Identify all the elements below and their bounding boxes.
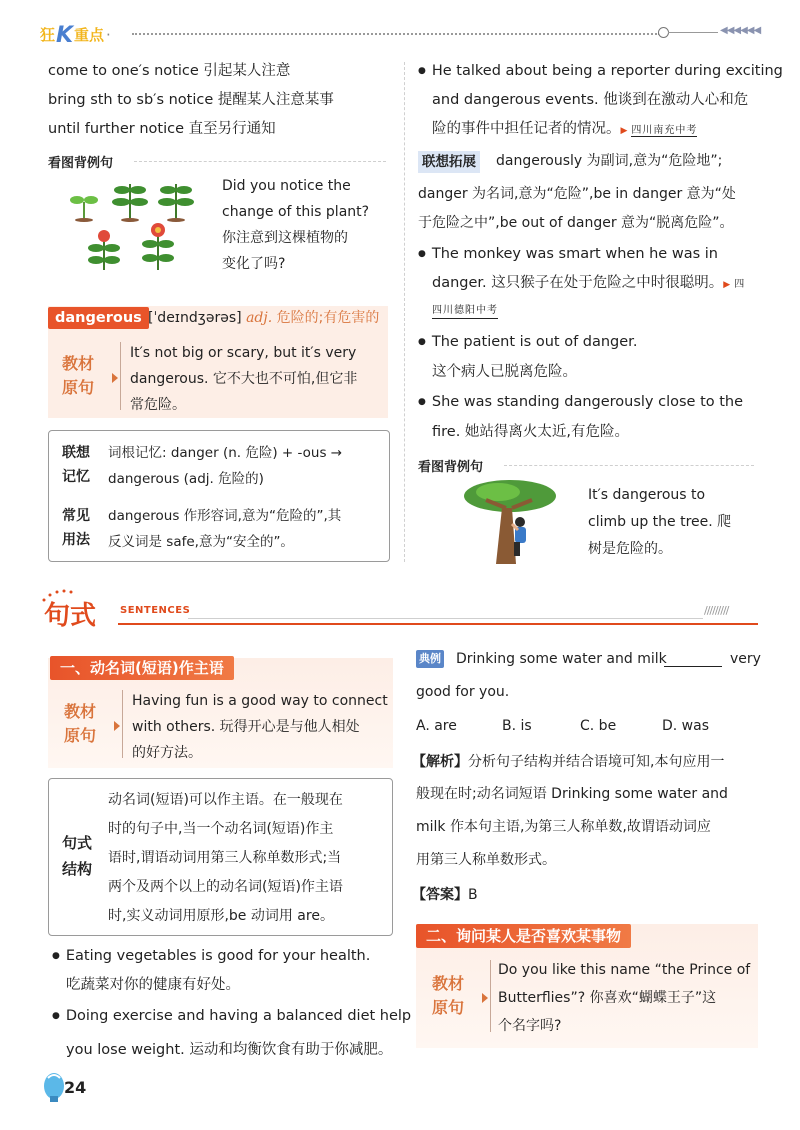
divider xyxy=(188,618,703,619)
pattern2-sentence-3: 个名字吗? xyxy=(498,1018,562,1034)
pattern2-sentence-1: Do you like this name “the Prince of xyxy=(498,962,751,978)
exercise-analysis-1: 【解析】分析句子结构并结合语境可知,本句应用一 xyxy=(412,754,725,770)
textbook-sentence-3: 常危险。 xyxy=(130,397,186,413)
exercise-question-2: very xyxy=(730,651,761,667)
pattern1-heading: 一、动名词(短语)作主语 xyxy=(50,656,234,680)
header-arrows-icon: ◀◀◀◀◀◀ xyxy=(720,25,761,36)
example-fire-2: fire. 她站得离火太近,有危险。 xyxy=(432,424,630,440)
picture-example-label-right: 看图背例句 xyxy=(418,460,484,475)
picture-sentence-right-en-1: It′s dangerous to xyxy=(588,487,706,503)
pattern1-structure-3: 语时,谓语动词用第三人称单数形式;当 xyxy=(108,850,342,866)
exercise-analysis-4: 用第三人称单数形式。 xyxy=(416,852,556,868)
sentences-slashes: ///////// xyxy=(704,604,729,617)
divider xyxy=(490,960,491,1032)
sentences-title: 句式 xyxy=(44,601,97,631)
svg-text:重点: 重点 xyxy=(74,26,105,44)
textbook-sentence-tag: 教材 原句 xyxy=(62,354,95,397)
pattern1-structure-1: 动名词(短语)可以作主语。在一般现在 xyxy=(108,792,343,808)
pattern1-sentence-3: 的好方法。 xyxy=(132,745,202,761)
pattern1-structure-2: 时的句子中,当一个动名词(短语)作主 xyxy=(108,821,334,837)
textbook-sentence-1: It′s not big or scary, but it′s very xyxy=(130,345,357,361)
sentences-subtitle: SENTENCES xyxy=(120,605,191,616)
header-rule xyxy=(668,32,718,33)
column-divider xyxy=(404,62,405,562)
pattern1-structure-5: 时,实义动词用原形,be 动词用 are。 xyxy=(108,908,334,924)
picture-sentence-en-1: Did you notice the xyxy=(222,178,351,194)
pattern1-example1-en: ● Eating vegetables is good for your health. xyxy=(52,942,370,973)
pattern1-example2-zh: you lose weight. 运动和均衡饮食有助于你减肥。 xyxy=(66,1042,393,1058)
example-patient-1: ● The patient is out of danger. xyxy=(418,328,637,359)
picture-sentence-zh-2: 变化了吗? xyxy=(222,256,286,272)
exercise-analysis-2: 般现在时;动名词短语 Drinking some water and xyxy=(416,786,728,802)
exercise-tag: 典例 xyxy=(416,650,444,668)
divider xyxy=(120,342,121,410)
exercise-analysis-3: milk 作本句主语,为第三人称单数,故谓语动词应 xyxy=(416,819,711,835)
pattern2-heading: 二、询问某人是否喜欢某事物 xyxy=(416,924,631,948)
picture-sentence-right-zh: 树是危险的。 xyxy=(588,541,672,557)
divider xyxy=(504,465,754,466)
example-patient-2: 这个病人已脱离危险。 xyxy=(432,364,577,380)
example-monkey-2: danger. 这只猴子在处于危险之中时很聪明。▶ 四 xyxy=(432,275,746,291)
svg-text:K: K xyxy=(56,23,74,44)
arrow-icon xyxy=(114,721,120,731)
pattern1-structure-4: 两个及两个以上的动名词(短语)作主语 xyxy=(108,879,343,895)
example-fire-1: ● She was standing dangerously close to the xyxy=(418,388,743,419)
exercise-option-c: C. be xyxy=(580,718,617,734)
exercise-question-3: good for you. xyxy=(416,684,510,700)
usage-label: 常见 用法 xyxy=(62,508,90,548)
pattern2-textbook-tag: 教材 原句 xyxy=(432,974,465,1017)
pattern1-structure-label: 句式 结构 xyxy=(62,834,93,878)
word-badge-dangerous: dangerous xyxy=(48,307,149,329)
pattern1-sentence-2: with others. 玩得开心是与他人相处 xyxy=(132,719,360,735)
sentences-rule xyxy=(118,623,758,625)
phrase-bring-to-notice: bring sth to sb′s notice 提醒某人注意某事 xyxy=(48,92,334,108)
memory-text-1: 词根记忆: danger (n. 危险) + -ous → xyxy=(108,445,343,461)
phrase-until-further-notice: until further notice 直至另行通知 xyxy=(48,121,276,137)
divider xyxy=(122,690,123,758)
header-logo xyxy=(40,22,132,44)
arrow-icon xyxy=(482,993,488,1003)
exercise-option-a: A. are xyxy=(416,718,457,734)
svg-text:狂: 狂 xyxy=(40,26,56,44)
example-reporter-3: 险的事件中担任记者的情况。▶ 四川南充中考 xyxy=(432,121,698,137)
plant-growth-illustration xyxy=(66,178,202,274)
header-dotted-rule xyxy=(132,33,660,35)
picture-sentence-en-2: change of this plant? xyxy=(222,204,370,220)
expand-text-2: danger 为名词,意为“危险”,be in danger 意为“处 xyxy=(418,186,736,202)
expand-text-3: 于危险之中”,be out of danger 意为“脱离危险”。 xyxy=(418,215,734,231)
memory-text-2: dangerous (adj. 危险的) xyxy=(108,471,264,487)
pattern1-textbook-tag: 教材 原句 xyxy=(64,702,97,745)
exercise-answer: 【答案】B xyxy=(412,887,478,903)
memory-label: 联想 记忆 xyxy=(62,445,90,485)
tree-climbing-illustration xyxy=(462,478,558,564)
arrow-icon xyxy=(112,373,118,383)
dangerous-phonetic: [ˈdeɪndʒərəs] adj. 危险的;有危害的 xyxy=(148,310,380,326)
pattern2-sentence-2: Butterflies”? 你喜欢“蝴蝶王子”这 xyxy=(498,990,717,1006)
picture-example-label: 看图背例句 xyxy=(48,156,114,171)
example-reporter-2: and dangerous events. 他谈到在激动人心和危 xyxy=(432,92,749,108)
usage-text-2: 反义词是 safe,意为“安全的”。 xyxy=(108,534,294,550)
svg-text:·: · xyxy=(106,26,111,44)
pattern1-example2-en: ● Doing exercise and having a balanced diet help xyxy=(52,1002,411,1033)
divider xyxy=(134,161,386,162)
phrase-come-to-notice: come to one′s notice 引起某人注意 xyxy=(48,63,291,79)
expand-text-1: dangerously 为副词,意为“危险地”; xyxy=(496,153,723,169)
pattern1-sentence-1: Having fun is a good way to connect xyxy=(132,693,388,709)
usage-text-1: dangerous 作形容词,意为“危险的”,其 xyxy=(108,508,342,524)
page-number: 24 xyxy=(64,1078,87,1097)
example-reporter-1: ● He talked about being a reporter during exciting xyxy=(418,57,783,88)
exercise-option-d: D. was xyxy=(662,718,710,734)
exercise-blank xyxy=(664,666,722,667)
picture-sentence-right-en-2: climb up the tree. 爬 xyxy=(588,514,732,530)
picture-sentence-zh-1: 你注意到这棵植物的 xyxy=(222,230,348,246)
exercise-question-1: Drinking some water and milk xyxy=(456,651,667,667)
textbook-sentence-2: dangerous. 它不大也不可怕,但它非 xyxy=(130,371,358,387)
pattern1-example1-zh: 吃蔬菜对你的健康有好处。 xyxy=(66,977,240,993)
example-monkey-source: 四川德阳中考 xyxy=(432,304,498,319)
expand-label: 联想拓展 xyxy=(418,151,480,173)
exercise-option-b: B. is xyxy=(502,718,532,734)
example-monkey-1: ● The monkey was smart when he was in xyxy=(418,240,718,271)
